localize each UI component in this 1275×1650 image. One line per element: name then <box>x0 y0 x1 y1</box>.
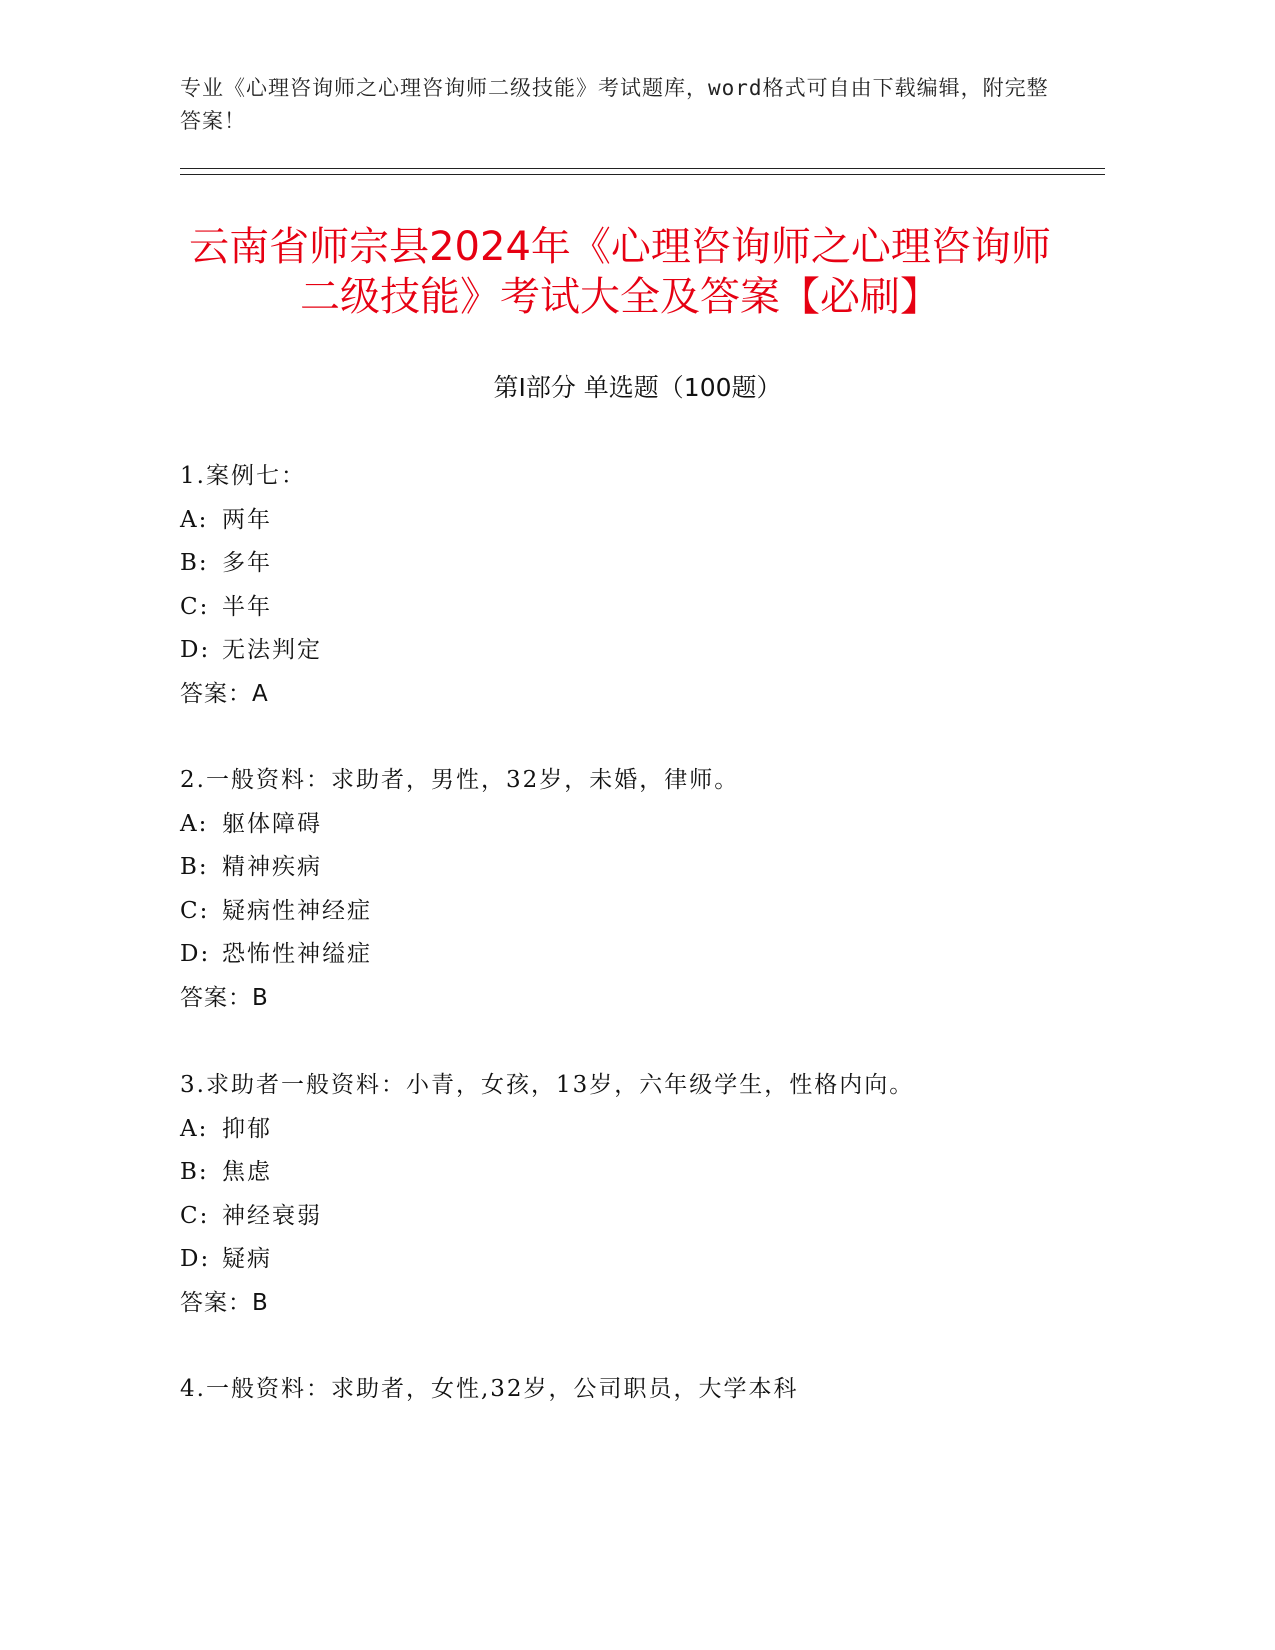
answer-line: 答案：B <box>180 984 269 1011</box>
option-text: 两年 <box>222 506 272 533</box>
option-d <box>180 933 1080 977</box>
option-b <box>180 542 1080 586</box>
option-text: 多年 <box>222 550 272 576</box>
option-b <box>180 846 1080 890</box>
question-3 <box>180 1064 1080 1325</box>
option-text: 抑郁 <box>222 1115 272 1142</box>
option-a <box>180 1108 1080 1152</box>
option-letter: C: <box>180 897 210 924</box>
option-letter: A: <box>180 810 209 837</box>
question-stem: 1.案例七： <box>180 463 306 489</box>
option-letter: C: <box>180 593 210 620</box>
option-a <box>180 499 1080 543</box>
header-divider-bottom <box>180 174 1105 175</box>
option-letter: D: <box>180 941 211 967</box>
header-divider-top <box>180 168 1105 169</box>
option-b <box>180 1151 1080 1195</box>
question-4 <box>180 1368 1080 1412</box>
option-c <box>180 1195 1080 1239</box>
header-note: 专业《心理咨询师之心理咨询师二级技能》考试题库，word格式可自由下载编辑，附完整答案！ <box>180 76 1049 133</box>
option-a <box>180 803 1080 847</box>
option-letter: A: <box>180 506 209 533</box>
question-stem: 3.求助者一般资料：小青，女孩，13岁，六年级学生，性格内向。 <box>180 1072 915 1098</box>
option-text: 神经衰弱 <box>222 1202 322 1229</box>
option-letter: B: <box>180 854 209 880</box>
option-text: 疑病 <box>222 1246 272 1272</box>
question-stem: 4.一般资料：求助者，女性,32岁，公司职员，大学本科 <box>180 1376 799 1402</box>
option-d <box>180 629 1080 673</box>
option-letter: A: <box>180 1115 209 1142</box>
question-1 <box>180 455 1080 716</box>
option-text: 躯体障碍 <box>222 810 322 837</box>
option-letter: D: <box>180 637 211 663</box>
option-letter: B: <box>180 550 209 576</box>
question-2 <box>180 759 1080 1020</box>
question-stem: 2.一般资料：求助者，男性，32岁，未婚，律师。 <box>180 767 740 793</box>
option-text: 半年 <box>222 593 272 620</box>
option-letter: B: <box>180 1159 209 1185</box>
option-text: 无法判定 <box>222 637 322 663</box>
option-text: 焦虑 <box>222 1159 272 1185</box>
document-title: 云南省师宗县2024年《心理咨询师之心理咨询师二级技能》考试大全及答案【必刷】 <box>189 224 1051 320</box>
option-text: 疑病性神经症 <box>222 897 372 924</box>
option-letter: D: <box>180 1246 211 1272</box>
option-d <box>180 1238 1080 1282</box>
option-letter: C: <box>180 1202 210 1229</box>
option-c <box>180 586 1080 630</box>
option-text: 恐怖性神缢症 <box>222 941 372 967</box>
section-heading: 第Ⅰ部分 单选题（100题） <box>493 373 782 402</box>
option-text: 精神疾病 <box>222 854 322 880</box>
answer-line: 答案：A <box>180 680 269 707</box>
answer-line: 答案：B <box>180 1289 269 1316</box>
option-c <box>180 890 1080 934</box>
